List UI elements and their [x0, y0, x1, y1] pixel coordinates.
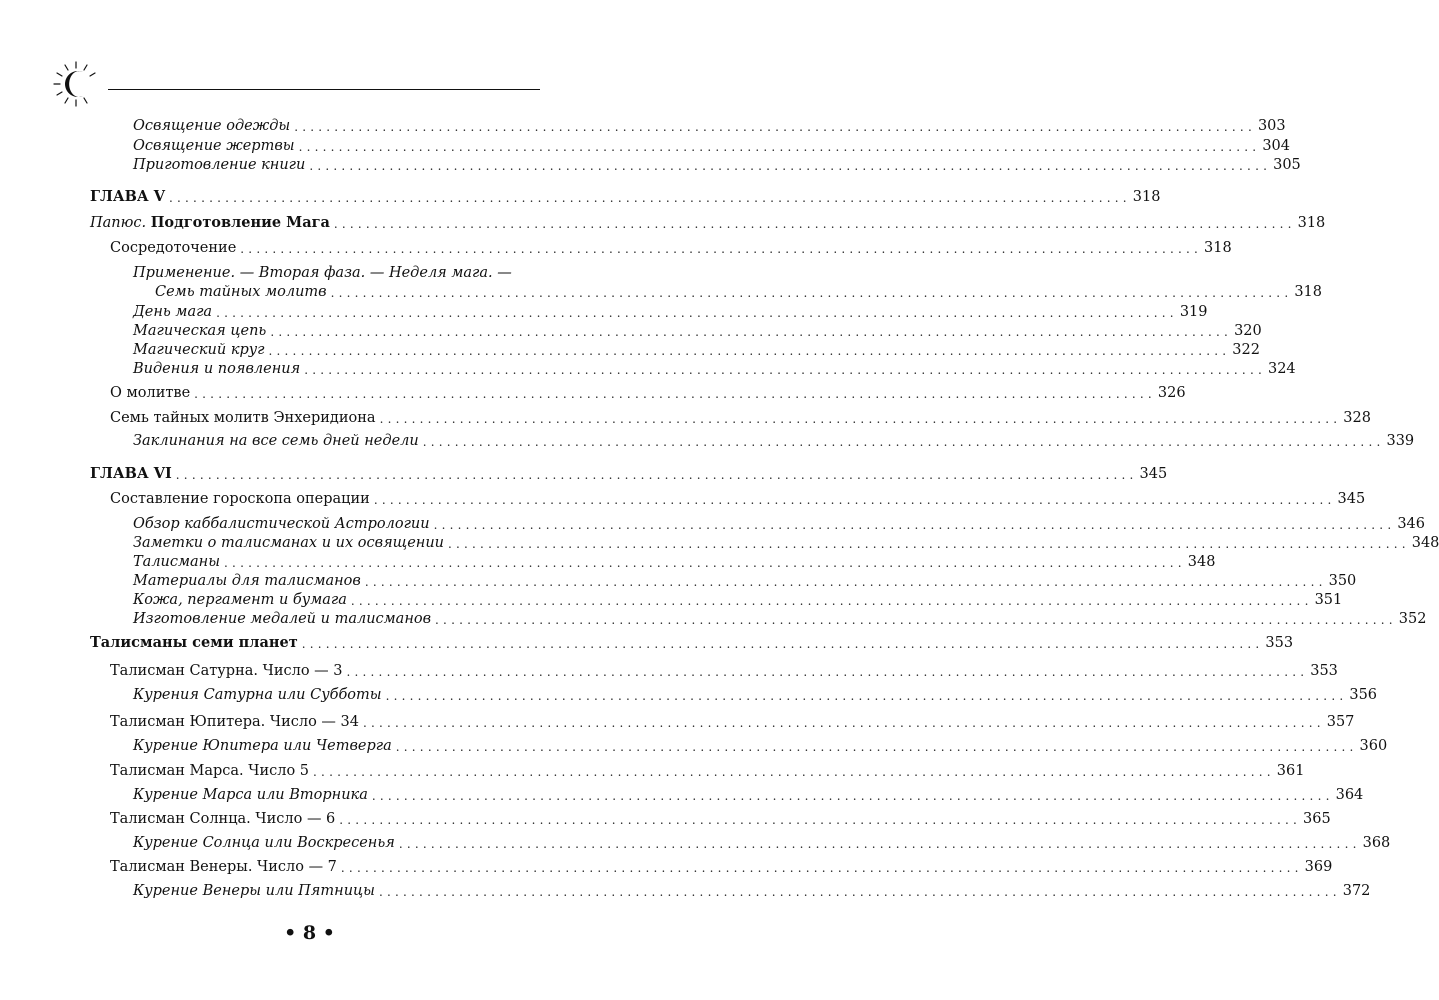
leader-dots: ........................................................................................................................ — [330, 286, 1293, 300]
toc-entry — [133, 156, 1301, 174]
toc-entry-page: 372 — [1342, 883, 1371, 899]
toc-entry-label: День мага — [133, 304, 213, 320]
toc-entry — [133, 534, 1439, 552]
toc-entry — [110, 662, 1338, 680]
toc-entry — [133, 137, 1290, 155]
toc-entry-label: ГЛАВА VI — [90, 465, 172, 482]
toc-entry-label: Освящение жертвы — [133, 138, 295, 154]
toc-entry-label — [90, 214, 334, 232]
toc-entry-label: Талисманы — [133, 554, 221, 570]
toc-entry — [133, 322, 1262, 340]
leader-dots: ........................................................................................................................ — [385, 689, 1348, 703]
toc-entry-label: Курение Венеры или Пятницы — [133, 883, 375, 899]
toc-entry-label: Изготовление медалей и талисманов — [133, 611, 432, 627]
toc-entry — [133, 432, 1415, 450]
leader-dots: ........................................................................................................................ — [398, 837, 1361, 851]
toc-entry-label: Талисман Венеры. Число — 7 — [110, 859, 337, 875]
toc-entry — [110, 810, 1331, 828]
toc-entry — [133, 572, 1357, 590]
leader-dots: ........................................................................................................................ — [298, 140, 1261, 154]
section-heading — [90, 634, 1294, 652]
toc-entry-page: 320 — [1234, 323, 1262, 339]
toc-entry-label: Заметки о талисманах и их освящении — [133, 535, 444, 551]
toc-entry — [133, 834, 1391, 852]
leader-dots: ........................................................................................................................ — [433, 518, 1396, 532]
toc-entry — [133, 786, 1364, 804]
leader-dots: ........................................................................................................................ — [422, 435, 1385, 449]
toc-entry-page: 360 — [1359, 738, 1388, 754]
leader-dots: ........................................................................................................................ — [371, 789, 1334, 803]
toc-entry-label: Талисманы семи планет — [90, 634, 298, 651]
leader-dots: ........................................................................................................................ — [350, 594, 1313, 608]
toc-entry — [110, 762, 1305, 780]
toc-entry-label: Видения и появления — [133, 361, 301, 377]
toc-entry-page: 361 — [1276, 763, 1305, 779]
toc-entry-label: Магическая цепь — [133, 323, 267, 339]
chapter-heading — [90, 188, 1161, 206]
leader-dots: ........................................................................................................................ — [378, 885, 1341, 899]
toc-entry-page: 353 — [1265, 635, 1294, 651]
toc-entry — [133, 553, 1216, 571]
leader-dots: ........................................................................................................................ — [194, 387, 1156, 401]
toc-entry — [133, 303, 1208, 321]
leader-dots: ........................................................................................................................ — [333, 217, 1296, 231]
leader-dots: ........................................................................................................................ — [364, 575, 1327, 589]
toc-entry-page: 339 — [1386, 433, 1415, 449]
toc-entry — [133, 341, 1260, 359]
leader-dots: ........................................................................................................................ — [294, 120, 1256, 134]
leader-dots: ........................................................................................................................ — [448, 537, 1410, 551]
toc-entry-page: 328 — [1343, 410, 1371, 426]
toc-entry-page: 318 — [1294, 284, 1323, 300]
toc-entry-page: 322 — [1232, 342, 1260, 358]
toc-entry-page: 318 — [1297, 215, 1326, 231]
toc-entry-label: Заклинания на все семь дней недели — [133, 433, 419, 449]
toc-entry-page: 319 — [1179, 304, 1208, 320]
toc-entry — [133, 360, 1296, 378]
leader-dots: ........................................................................................................................ — [169, 191, 1131, 205]
toc-entry — [110, 409, 1371, 427]
toc-entry — [133, 882, 1371, 900]
toc-entry — [133, 686, 1378, 704]
toc-entry-label: Кожа, пергамент и бумага — [133, 592, 347, 608]
toc-entry-page: 368 — [1362, 835, 1391, 851]
toc-entry-page: 365 — [1303, 811, 1331, 827]
toc-entry-page: 348 — [1187, 554, 1216, 570]
toc-entry-label: Семь тайных молитв Энхеридиона — [110, 410, 376, 426]
chapter-heading — [90, 465, 1168, 483]
leader-dots: ........................................................................................................................ — [304, 363, 1266, 377]
toc-entry-page: 351 — [1314, 592, 1343, 608]
leader-dots: ........................................................................................................................ — [379, 412, 1342, 426]
leader-dots: ........................................................................................................................ — [435, 613, 1397, 627]
toc-entry — [110, 239, 1232, 257]
toc-entry-label: Талисман Сатурна. Число — 3 — [110, 663, 343, 679]
toc-entry-label: Материалы для талисманов — [133, 573, 361, 589]
leader-dots: ........................................................................................................................ — [301, 637, 1264, 651]
toc-entry-label: Курение Солнца или Воскресенья — [133, 835, 395, 851]
toc-entry-page: 326 — [1157, 385, 1186, 401]
toc-entry — [110, 384, 1186, 402]
toc-entry-page: 364 — [1335, 787, 1364, 803]
leader-dots: ........................................................................................................................ — [216, 306, 1178, 320]
toc-entry-label: Курения Сатурна или Субботы — [133, 687, 382, 703]
toc-entry — [133, 515, 1426, 533]
toc-entry-page: 369 — [1304, 859, 1333, 875]
toc-entry — [133, 283, 1323, 301]
leader-dots: ........................................................................................................................ — [268, 344, 1231, 358]
toc-entry-page: 353 — [1310, 663, 1338, 679]
leader-dots: ........................................................................................................................ — [340, 861, 1303, 875]
leader-dots: ........................................................................................................................ — [395, 740, 1358, 754]
leader-dots: ........................................................................................................................ — [373, 493, 1336, 507]
toc-entry-label: Талисман Солнца. Число — 6 — [110, 811, 336, 827]
toc-entry — [90, 214, 1326, 232]
page-number: • 8 • — [284, 922, 335, 944]
toc-entry-page: 350 — [1328, 573, 1357, 589]
toc-entry-label: Курение Юпитера или Четверга — [133, 738, 392, 754]
toc-entry-label: Обзор каббалистической Астрологии — [133, 516, 430, 532]
toc-entry-label: Талисман Марса. Число 5 — [110, 763, 310, 779]
leader-dots: ........................................................................................................................ — [339, 813, 1302, 827]
toc-entry — [110, 858, 1333, 876]
toc-entry — [133, 591, 1343, 609]
leader-dots: ........................................................................................................................ — [309, 159, 1272, 173]
toc-entry-page: 346 — [1397, 516, 1426, 532]
leader-dots: ........................................................................................................................ — [363, 716, 1325, 730]
toc-entry-label: Курение Марса или Вторника — [133, 787, 368, 803]
toc-entry-label: Приготовление книги — [133, 157, 306, 173]
toc-entry-label: О молитве — [110, 385, 191, 401]
leader-dots: ........................................................................................................................ — [346, 665, 1309, 679]
toc-entry-page: 318 — [1132, 189, 1161, 205]
toc-entry-page: 348 — [1411, 535, 1439, 551]
toc-entry-label: Сосредоточение — [110, 240, 237, 256]
toc-entry-label: Семь тайных молитв — [155, 284, 327, 300]
leader-dots: ........................................................................................................................ — [224, 556, 1186, 570]
leader-dots: ........................................................................................................................ — [313, 765, 1275, 779]
toc-entry-page: 304 — [1262, 138, 1290, 154]
toc-entry-page: 352 — [1398, 611, 1427, 627]
toc-entry — [110, 490, 1366, 508]
leader-dots: ........................................................................................................................ — [240, 242, 1203, 256]
toc-entry-page: 345 — [1337, 491, 1366, 507]
toc-entry-label: ГЛАВА V — [90, 188, 166, 205]
toc-entry — [133, 737, 1388, 755]
toc-entry-page: 303 — [1257, 118, 1286, 134]
toc-entry-page: 324 — [1267, 361, 1296, 377]
toc-entry-label: Освящение одежды — [133, 118, 291, 134]
toc-entry — [133, 610, 1427, 628]
toc-entry-page: 357 — [1326, 714, 1355, 730]
toc-entry — [133, 117, 1286, 135]
toc-entry-label: Магический круг — [133, 342, 265, 358]
toc-entry-page: 318 — [1204, 240, 1232, 256]
toc-entry-first-line: Применение. — Вторая фаза. — Неделя мага. — — [133, 265, 512, 281]
section-title: Подготовление Мага — [150, 214, 330, 231]
toc-entry — [110, 713, 1355, 731]
toc-entry-label: Талисман Юпитера. Число — 34 — [110, 714, 359, 730]
leader-dots: ........................................................................................................................ — [175, 468, 1138, 482]
toc-entry-page: 305 — [1273, 157, 1301, 173]
toc-entry-label: Составление гороскопа операции — [110, 491, 370, 507]
author-name: Папюс. — [90, 215, 147, 231]
toc-entry-page: 345 — [1139, 466, 1168, 482]
leader-dots: ........................................................................................................................ — [270, 325, 1233, 339]
toc-entry-page: 356 — [1349, 687, 1378, 703]
